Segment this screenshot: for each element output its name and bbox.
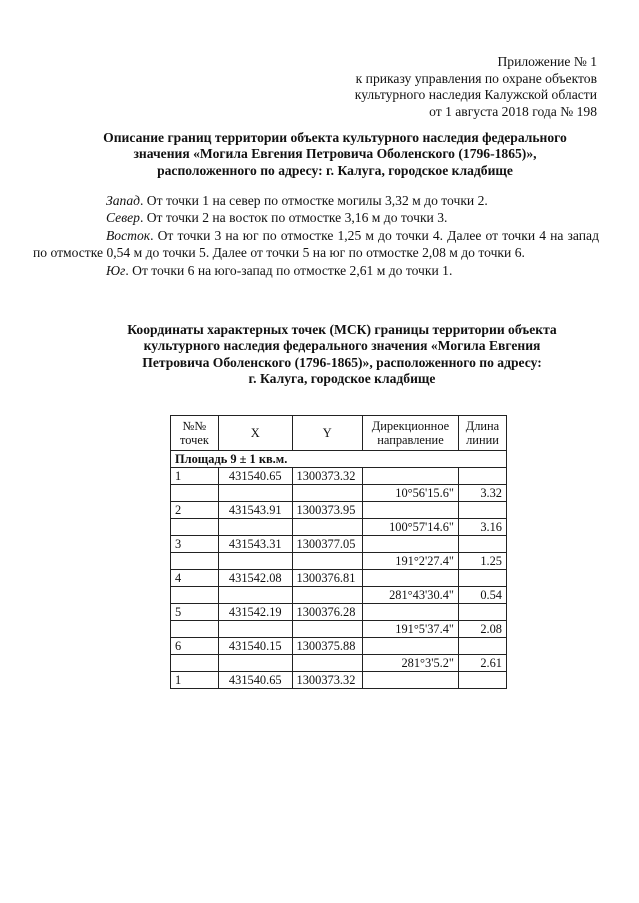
header-direction: Дирекционное направление [362, 416, 458, 451]
table-row [171, 587, 507, 604]
y-cell [292, 621, 362, 638]
description-text: . От точки 6 на юго-запад по отмостке 2,61 м до точки 1. [125, 262, 453, 278]
length-cell [458, 672, 506, 689]
table-row [171, 468, 507, 485]
direction-cell [362, 604, 458, 621]
appendix-line: Приложение № 1 [497, 54, 597, 69]
length-cell: 1.25 [458, 553, 506, 570]
description-paragraph [33, 227, 599, 262]
y-cell: 1300377.05 [292, 536, 362, 553]
title-line: значения «Могила Евгения Петровича Оболенского (1796-1865)», [133, 146, 537, 162]
x-cell [219, 519, 293, 536]
table-row [171, 519, 507, 536]
title-line: расположенного по адресу: г. Калуга, городское кладбище [157, 162, 513, 178]
y-cell: 1300375.88 [292, 638, 362, 655]
appendix-header [355, 54, 597, 120]
appendix-line: к приказу управления по охране объектов [355, 70, 597, 86]
length-cell [458, 570, 506, 587]
y-cell: 1300373.32 [292, 468, 362, 485]
direction-cell [362, 502, 458, 519]
description-text: . От точки 1 на север по отмостке могилы 3,32 м до точки 2. [140, 193, 488, 208]
header-length: Длина линии [458, 416, 506, 451]
y-cell: 1300373.95 [292, 502, 362, 519]
description-paragraph [33, 192, 599, 209]
length-cell [458, 604, 506, 621]
title-line: г. Калуга, городское кладбище [248, 371, 436, 387]
point-number-cell [171, 485, 219, 502]
title-line: Координаты характерных точек (МСК) границы территории объекта [127, 322, 557, 337]
y-cell [292, 655, 362, 672]
x-cell [219, 621, 293, 638]
direction-cell: 10°56'15.6" [362, 485, 458, 502]
length-cell [458, 468, 506, 485]
x-cell [219, 655, 293, 672]
y-cell [292, 519, 362, 536]
appendix-line: культурного наследия Калужской области [354, 87, 597, 103]
table-row [171, 655, 507, 672]
length-cell [458, 502, 506, 519]
y-cell: 1300376.81 [292, 570, 362, 587]
length-cell: 0.54 [458, 587, 506, 604]
point-number-cell: 1 [171, 672, 219, 689]
coordinates-title [92, 322, 592, 388]
y-cell [292, 553, 362, 570]
title-line: культурного наследия федерального значения «Могила Евгения [143, 338, 541, 354]
y-cell: 1300376.28 [292, 604, 362, 621]
direction-cell [362, 672, 458, 689]
description-text: . От точки 3 на юг по отмостке 1,25 м до точки 4. Далее от точки 4 на запад по отмостке 0,54 м до точки 5. Далее от точки 5 на юг по отмостке 2,08 м до точки 6. [33, 227, 599, 261]
direction-cell [362, 536, 458, 553]
x-cell: 431542.19 [219, 604, 293, 621]
x-cell [219, 587, 293, 604]
table-row [171, 502, 507, 519]
y-cell: 1300373.32 [292, 672, 362, 689]
direction-cell: 281°43'30.4" [362, 587, 458, 604]
y-cell [292, 587, 362, 604]
direction-label: Юг [106, 262, 126, 278]
point-number-cell: 6 [171, 638, 219, 655]
point-number-cell [171, 553, 219, 570]
table-row [171, 553, 507, 570]
point-number-cell [171, 621, 219, 638]
header-x: X [219, 416, 293, 451]
direction-label: Восток [106, 227, 151, 243]
table-row [171, 604, 507, 621]
direction-label: Запад [106, 193, 140, 208]
length-cell: 2.08 [458, 621, 506, 638]
title-line: Описание границ территории объекта культурного наследия федерального [103, 130, 567, 145]
point-number-cell: 4 [171, 570, 219, 587]
length-cell: 2.61 [458, 655, 506, 672]
y-cell [292, 485, 362, 502]
point-number-cell: 2 [171, 502, 219, 519]
x-cell: 431540.65 [219, 672, 293, 689]
length-cell: 3.32 [458, 485, 506, 502]
direction-cell: 281°3'5.2" [362, 655, 458, 672]
area-row [171, 451, 507, 468]
length-cell [458, 638, 506, 655]
point-number-cell [171, 587, 219, 604]
point-number-cell: 5 [171, 604, 219, 621]
description-paragraph [33, 262, 599, 279]
direction-cell [362, 468, 458, 485]
direction-cell: 191°5'37.4" [362, 621, 458, 638]
direction-cell [362, 638, 458, 655]
point-number-cell: 1 [171, 468, 219, 485]
direction-label: Север [106, 210, 140, 226]
table-row [171, 485, 507, 502]
description-paragraph [33, 209, 599, 226]
x-cell [219, 553, 293, 570]
description-text: . От точки 2 на восток по отмостке 3,16 м до точки 3. [139, 210, 448, 226]
point-number-cell [171, 519, 219, 536]
table-row [171, 638, 507, 655]
table-header-row [171, 416, 507, 451]
direction-cell [362, 570, 458, 587]
table-row [171, 536, 507, 553]
coordinates-table [170, 415, 507, 689]
point-number-cell [171, 655, 219, 672]
appendix-line: от 1 августа 2018 года № 198 [429, 103, 597, 119]
length-cell: 3.16 [458, 519, 506, 536]
header-point-number: №№ точек [171, 416, 219, 451]
x-cell: 431543.91 [219, 502, 293, 519]
title-line: Петровича Оболенского (1796-1865)», расположенного по адресу: [142, 354, 542, 370]
table-row [171, 621, 507, 638]
x-cell: 431540.65 [219, 468, 293, 485]
x-cell: 431540.15 [219, 638, 293, 655]
table-row [171, 672, 507, 689]
x-cell: 431542.08 [219, 570, 293, 587]
table-row [171, 570, 507, 587]
length-cell [458, 536, 506, 553]
direction-cell: 191°2'27.4" [362, 553, 458, 570]
boundary-description [33, 192, 599, 279]
point-number-cell: 3 [171, 536, 219, 553]
x-cell: 431543.31 [219, 536, 293, 553]
direction-cell: 100°57'14.6" [362, 519, 458, 536]
description-title [60, 130, 610, 179]
area-label: Площадь 9 ± 1 кв.м. [171, 451, 507, 468]
header-y: Y [292, 416, 362, 451]
x-cell [219, 485, 293, 502]
